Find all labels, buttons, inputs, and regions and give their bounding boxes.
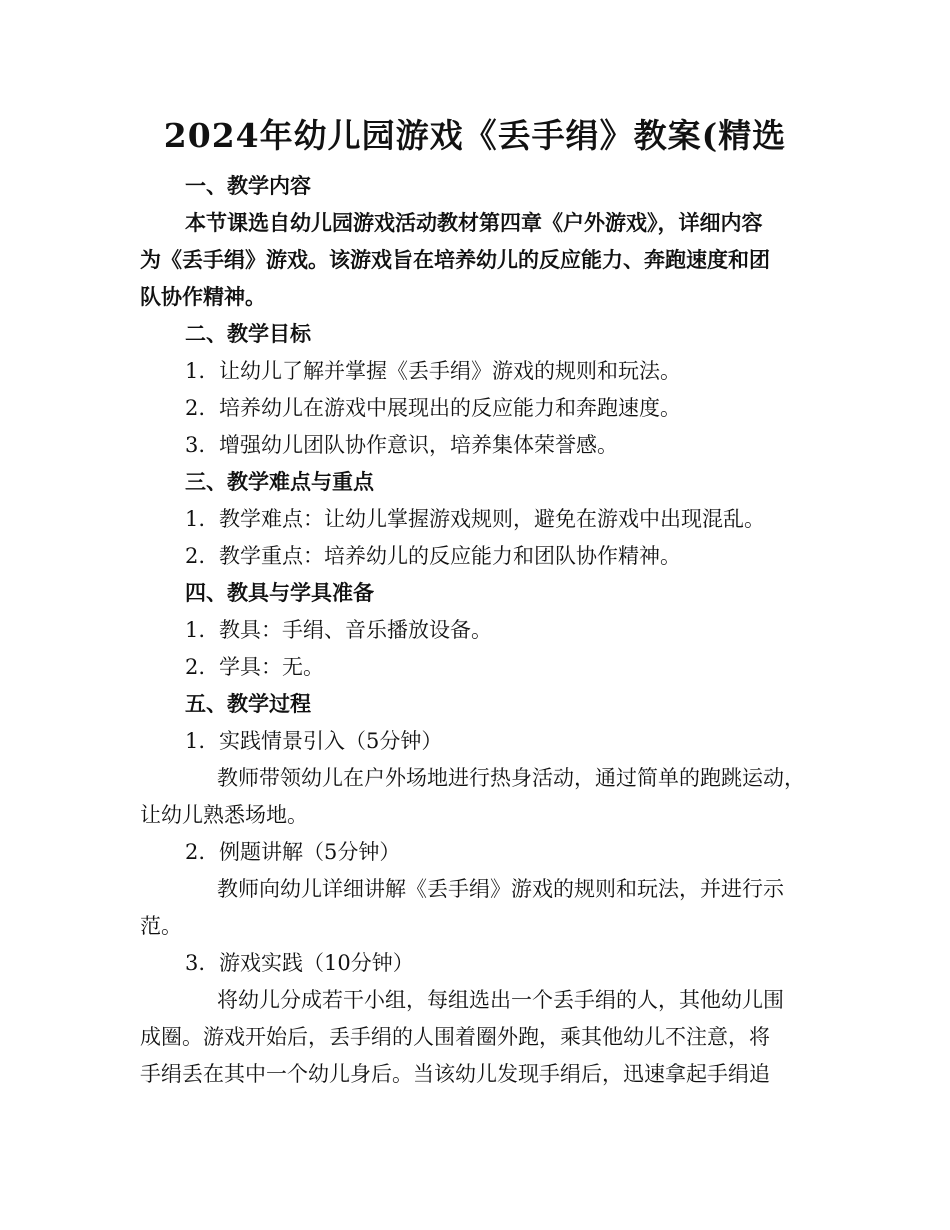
list-number: 3. <box>185 951 206 975</box>
step-title: 游戏实践（10分钟） <box>219 951 414 975</box>
step-description-line: 范。 <box>140 914 182 938</box>
paragraph-line: 本节课选自幼儿园游戏活动教材第四章《户外游戏》，详细内容 <box>185 210 763 235</box>
list-text: 学具：无。 <box>219 655 324 679</box>
list-item <box>185 356 681 386</box>
list-item <box>185 430 618 460</box>
list-item <box>185 504 765 534</box>
paragraph-line: 队协作精神。 <box>140 284 266 309</box>
step-title: 例题讲解（5分钟） <box>219 840 401 864</box>
section-heading-materials: 四、教具与学具准备 <box>185 580 374 605</box>
section-heading-teaching-goals: 二、教学目标 <box>185 321 311 346</box>
section-heading-teaching-content: 一、教学内容 <box>185 173 311 198</box>
paragraph-line: 为《丢手绢》游戏。该游戏旨在培养幼儿的反应能力、奔跑速度和团 <box>140 247 770 272</box>
process-step <box>185 948 414 978</box>
step-description-line: 让幼儿熟悉场地。 <box>140 803 308 827</box>
list-number: 2. <box>185 396 206 420</box>
step-description-line: 将幼儿分成若干小组，每组选出一个丢手绢的人，其他幼儿围 <box>217 988 784 1012</box>
step-description-line: 教师向幼儿详细讲解《丢手绢》游戏的规则和玩法，并进行示 <box>217 877 784 901</box>
list-text: 教学难点：让幼儿掌握游戏规则，避免在游戏中出现混乱。 <box>219 507 765 531</box>
list-number: 2. <box>185 655 206 679</box>
list-item <box>185 393 681 423</box>
list-text: 让幼儿了解并掌握《丢手绢》游戏的规则和玩法。 <box>219 359 681 383</box>
list-number: 3. <box>185 433 206 457</box>
process-step <box>185 726 442 756</box>
list-text: 教学重点：培养幼儿的反应能力和团队协作精神。 <box>219 544 681 568</box>
list-number: 1. <box>185 359 206 383</box>
list-text: 培养幼儿在游戏中展现出的反应能力和奔跑速度。 <box>219 396 681 420</box>
section-heading-teaching-process: 五、教学过程 <box>185 691 311 716</box>
list-number: 2. <box>185 544 206 568</box>
list-number: 1. <box>185 729 206 753</box>
list-item <box>185 615 492 645</box>
document-title: 2024年幼儿园游戏《丢手绢》教案(精选 <box>163 116 787 155</box>
list-item <box>185 652 324 682</box>
step-description-line: 教师带领幼儿在户外场地进行热身活动，通过简单的跑跳运动， <box>217 766 805 790</box>
step-description-line: 手绢丢在其中一个幼儿身后。当该幼儿发现手绢后，迅速拿起手绢追 <box>140 1062 770 1086</box>
list-text: 增强幼儿团队协作意识，培养集体荣誉感。 <box>219 433 618 457</box>
step-description-line: 成圈。游戏开始后，丢手绢的人围着圈外跑，乘其他幼儿不注意，将 <box>140 1025 770 1049</box>
list-item <box>185 541 681 571</box>
step-title: 实践情景引入（5分钟） <box>219 729 443 753</box>
list-number: 1. <box>185 507 206 531</box>
list-number: 2. <box>185 840 206 864</box>
section-heading-difficulties-focus: 三、教学难点与重点 <box>185 469 374 494</box>
list-text: 教具：手绢、音乐播放设备。 <box>219 618 492 642</box>
list-number: 1. <box>185 618 206 642</box>
process-step <box>185 837 400 867</box>
